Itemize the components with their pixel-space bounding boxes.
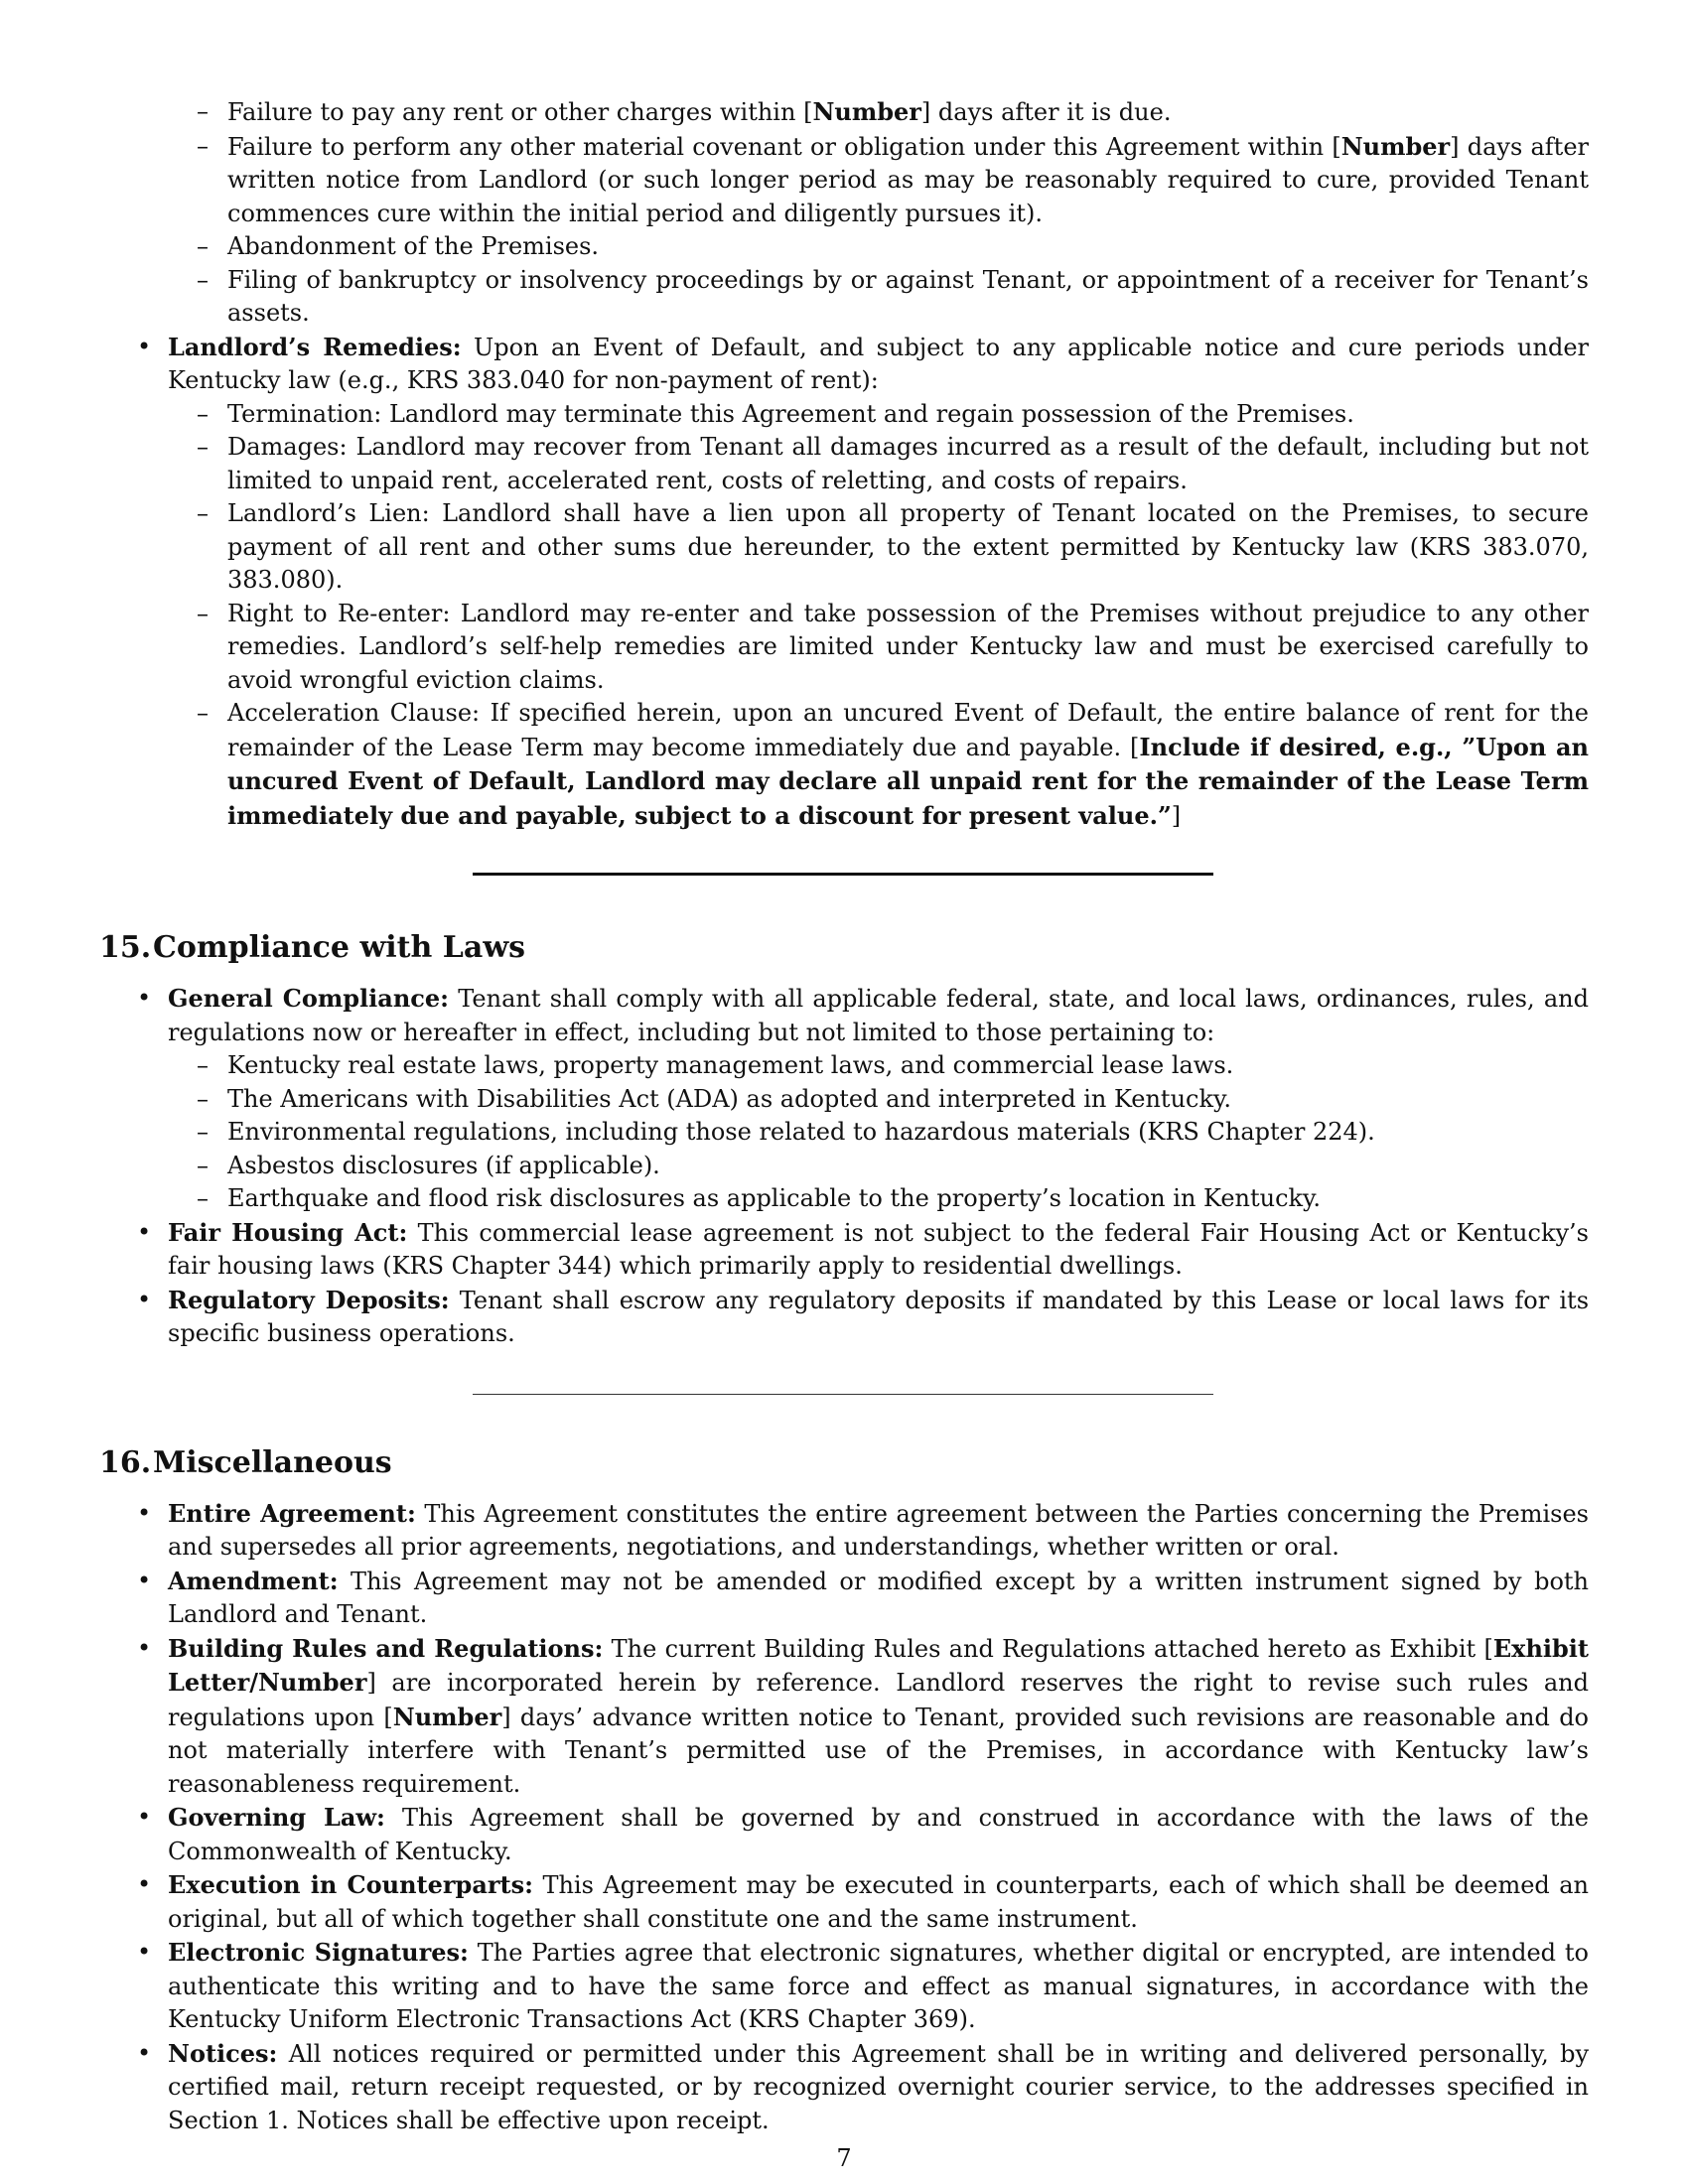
regulatory-deposits-item	[99, 1284, 1589, 1351]
entire-agreement-item	[99, 1497, 1589, 1565]
item-text: This Agreement shall be governed by and construed in accordance with the laws of the Commonwealth of Kentucky.	[168, 1804, 1590, 1865]
section-number: 15.	[99, 930, 152, 965]
governing-law-item	[99, 1801, 1589, 1868]
item-text: All notices required or permitted under this Agreement shall be in writing and delivered personally, by certified mail, return receipt requested, or by recognized overnight courier service, to the addresses specified in Section 1. Notices shall be effective upon receipt.	[168, 2039, 1589, 2134]
landlords-remedies-item	[99, 331, 1589, 398]
item-text: This commercial lease agreement is not subject to the federal Fair Housing Act or Kentucky’s fair housing laws (KRS Chapter 344) which primarily apply to residential dwellings.	[168, 1218, 1589, 1280]
section-16-heading	[99, 1443, 1589, 1483]
document-page	[99, 95, 1589, 2137]
section-title: Miscellaneous	[153, 1444, 392, 1480]
remedy-item: – Right to Re-enter: Landlord may re-enter and take possession of the Premises without prejudice to any other remedies. Landlord’s self-help remedies are limited under Kentucky law and must be exercised carefully to avoid wrongful eviction claims.	[99, 598, 1589, 698]
compliance-sublist	[99, 1049, 1589, 1216]
section-title: Compliance with Laws	[153, 930, 526, 965]
page-number: 7	[836, 2144, 852, 2172]
item-text: Tenant shall comply with all applicable federal, state, and local laws, ordinances, rules, and regulations now or hereafter in effect, including but not limited to those pertaining to:	[168, 985, 1589, 1046]
default-item: – Failure to pay any rent or other charges within [Number] days after it is due.	[99, 95, 1589, 130]
section-15-list	[99, 982, 1589, 1049]
compliance-item: – Environmental regulations, including those related to hazardous materials (KRS Chapter 224).	[99, 1116, 1589, 1150]
default-item: – Filing of bankruptcy or insolvency proceedings by or against Tenant, or appointment of a receiver for Tenant’s assets.	[99, 264, 1589, 331]
electronic-signatures-item	[99, 1936, 1589, 2037]
default-events-list	[99, 95, 1589, 331]
compliance-item: – Kentucky real estate laws, property management laws, and commercial lease laws.	[99, 1049, 1589, 1083]
item-label: Notices:	[168, 2038, 278, 2068]
item-text: Tenant shall escrow any regulatory deposits if mandated by this Lease or local laws for its specific business operations.	[168, 1286, 1590, 1347]
section-15-heading	[99, 928, 1589, 968]
section-16-list	[99, 1497, 1589, 2138]
item-label: Governing Law:	[168, 1803, 385, 1832]
fair-housing-item	[99, 1216, 1589, 1284]
item-label: General Compliance:	[168, 984, 450, 1013]
compliance-item: – Asbestos disclosures (if applicable).	[99, 1150, 1589, 1183]
amendment-item	[99, 1565, 1589, 1632]
remedies-list	[99, 331, 1589, 398]
section-divider	[473, 1394, 1213, 1395]
section-15-more	[99, 1216, 1589, 1351]
item-label: Regulatory Deposits:	[168, 1285, 450, 1314]
section-divider	[473, 873, 1213, 876]
item-text: The Parties agree that electronic signatures, whether digital or encrypted, are intended to authenticate this writing and to have the same force and effect as manual signatures, in accordance with the Kentucky Uniform Electronic Transactions Act (KRS Chapter 369).	[168, 1939, 1589, 2033]
item-label: Entire Agreement:	[168, 1498, 416, 1528]
compliance-item: – Earthquake and flood risk disclosures as applicable to the property’s location in Kentucky.	[99, 1182, 1589, 1216]
default-item: – Abandonment of the Premises.	[99, 230, 1589, 264]
item-text: The current Building Rules and Regulations attached hereto as Exhibit [Exhibit Letter/Number] are incorporated herein by reference. Landlord reserves the right to revise such rules and regulations upon [Number] days’ advance written notice to Tenant, provided such revisions are reasonable and do not materially interfere with Tenant’s permitted use of the Premises, in accordance with Kentucky law’s reasonableness requirement.	[168, 1633, 1590, 1798]
default-item: – Failure to perform any other material covenant or obligation under this Agreement within [Number] days after written notice from Landlord (or such longer period as may be reasonably required to cure, provided Tenant commences cure within the initial period and diligently pursues it).	[99, 130, 1589, 231]
remedy-item: – Landlord’s Lien: Landlord shall have a lien upon all property of Tenant located on the Premises, to secure payment of all rent and other sums due hereunder, to the extent permitted by Kentucky law (KRS 383.070, 383.080).	[99, 497, 1589, 598]
item-label: Building Rules and Regulations:	[168, 1633, 604, 1663]
compliance-item: – The Americans with Disabilities Act (ADA) as adopted and interpreted in Kentucky.	[99, 1083, 1589, 1117]
item-label: Electronic Signatures:	[168, 1938, 469, 1967]
item-text: This Agreement may be executed in counterparts, each of which shall be deemed an original, but all of which together shall constitute one and the same instrument.	[168, 1871, 1589, 1933]
remedy-item: – Acceleration Clause: If specified herein, upon an uncured Event of Default, the entire balance of rent for the remainder of the Lease Term may become immediately due and payable. [Include if desired, e.g., ”Upon an uncured Event of Default, Landlord may declare all unpaid rent for the remainder of the Lease Term immediately due and payable, subject to a discount for present value.”]	[99, 697, 1589, 833]
item-label: Fair Housing Act:	[168, 1217, 408, 1247]
item-label: Execution in Counterparts:	[168, 1870, 533, 1899]
remedy-item: – Termination: Landlord may terminate this Agreement and regain possession of the Premises.	[99, 398, 1589, 432]
item-label: Landlord’s Remedies:	[168, 332, 462, 361]
item-label: Amendment:	[168, 1566, 339, 1595]
remedies-sublist	[99, 398, 1589, 834]
section-number: 16.	[99, 1444, 152, 1480]
remedy-item: – Damages: Landlord may recover from Tenant all damages incurred as a result of the default, including but not limited to unpaid rent, accelerated rent, costs of reletting, and costs of repairs.	[99, 431, 1589, 497]
item-text: Upon an Event of Default, and subject to any applicable notice and cure periods under Kentucky law (e.g., KRS 383.040 for non-payment of rent):	[168, 333, 1589, 394]
counterparts-item	[99, 1868, 1589, 1936]
building-rules-item	[99, 1632, 1589, 1802]
item-text: This Agreement constitutes the entire agreement between the Parties concerning the Premises and supersedes all prior agreements, negotiations, and understandings, whether written or oral.	[168, 1499, 1590, 1561]
notices-item	[99, 2037, 1589, 2138]
general-compliance-item	[99, 982, 1589, 1049]
item-text: This Agreement may not be amended or modified except by a written instrument signed by both Landlord and Tenant.	[168, 1567, 1589, 1628]
